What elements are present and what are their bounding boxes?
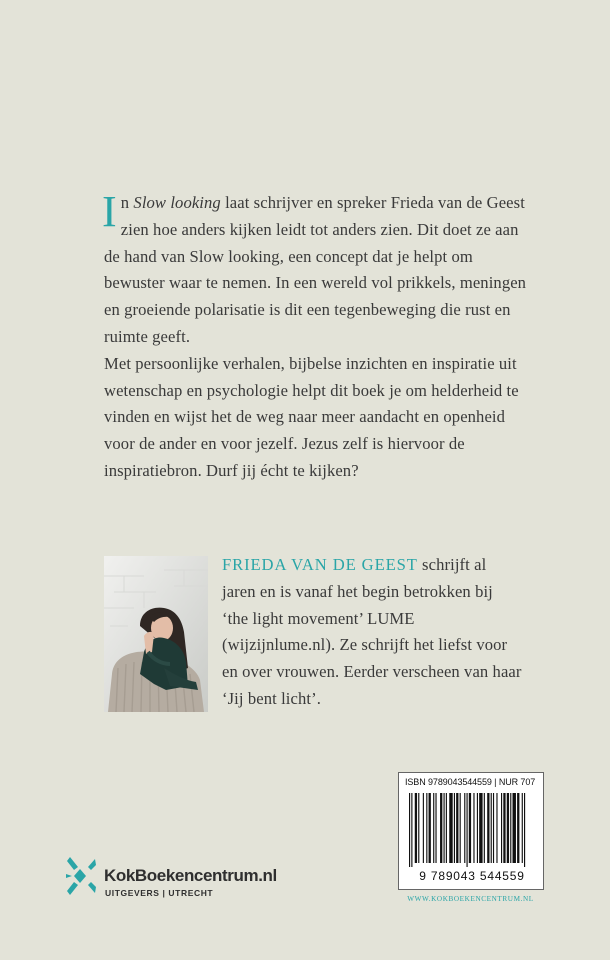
back-cover-blurb bbox=[102, 187, 534, 485]
blurb-paragraph-1 bbox=[102, 187, 534, 351]
barcode-digits: 9 789043 544559 bbox=[419, 869, 525, 883]
barcode-label bbox=[398, 772, 544, 890]
drop-cap: I bbox=[102, 187, 117, 236]
blurb-paragraph-2: Met persoonlijke verhalen, bijbelse inzichten en inspiratie uit wetenschap en psychologie helpt dit boek je om helderheid te vinden en wijst het de weg naar meer aandacht en openheid voor de ander en voor jezelf. Jezus zelf is hiervoor de inspiratiebron. Durf jij écht te kijken? bbox=[104, 353, 519, 480]
author-bio bbox=[222, 552, 522, 713]
author-name: FRIEDA VAN DE GEEST bbox=[222, 555, 418, 574]
publisher-website: WWW.KOKBOEKENCENTRUM.NL bbox=[407, 895, 534, 903]
isbn-line: ISBN 9789043544559 | NUR 707 bbox=[405, 777, 536, 787]
book-title-italic: Slow looking bbox=[133, 193, 221, 212]
author-bio-paragraph bbox=[222, 552, 522, 713]
publisher-logo-text: KokBoekencentrum.nl bbox=[104, 866, 277, 885]
publisher-logo-icon bbox=[66, 855, 96, 897]
publisher-subtitle: UITGEVERS | UTRECHT bbox=[105, 888, 214, 898]
blurb-after-cap: n bbox=[120, 193, 134, 212]
barcode bbox=[405, 793, 537, 867]
author-photo bbox=[104, 556, 208, 712]
blurb-text: laat schrijver en spreker Frieda van de Geest zien hoe anders kijken leidt tot anders zien. Dit doet ze aan de hand van Slow looking, een concept dat je helpt om bewuster waar te nemen. In een wereld vol prikkels, meningen en groeiende polarisatie is dit een tegenbeweging die rust en ruimte geeft. bbox=[104, 193, 527, 346]
author-bio-text: schrijft al jaren en is vanaf het begin betrokken bij ‘the light movement’ LUME (wijzijnlume.nl). Ze schrijft het liefst voor en over vrouwen. Eerder verscheen van haar ‘Jij bent licht’. bbox=[222, 555, 522, 708]
